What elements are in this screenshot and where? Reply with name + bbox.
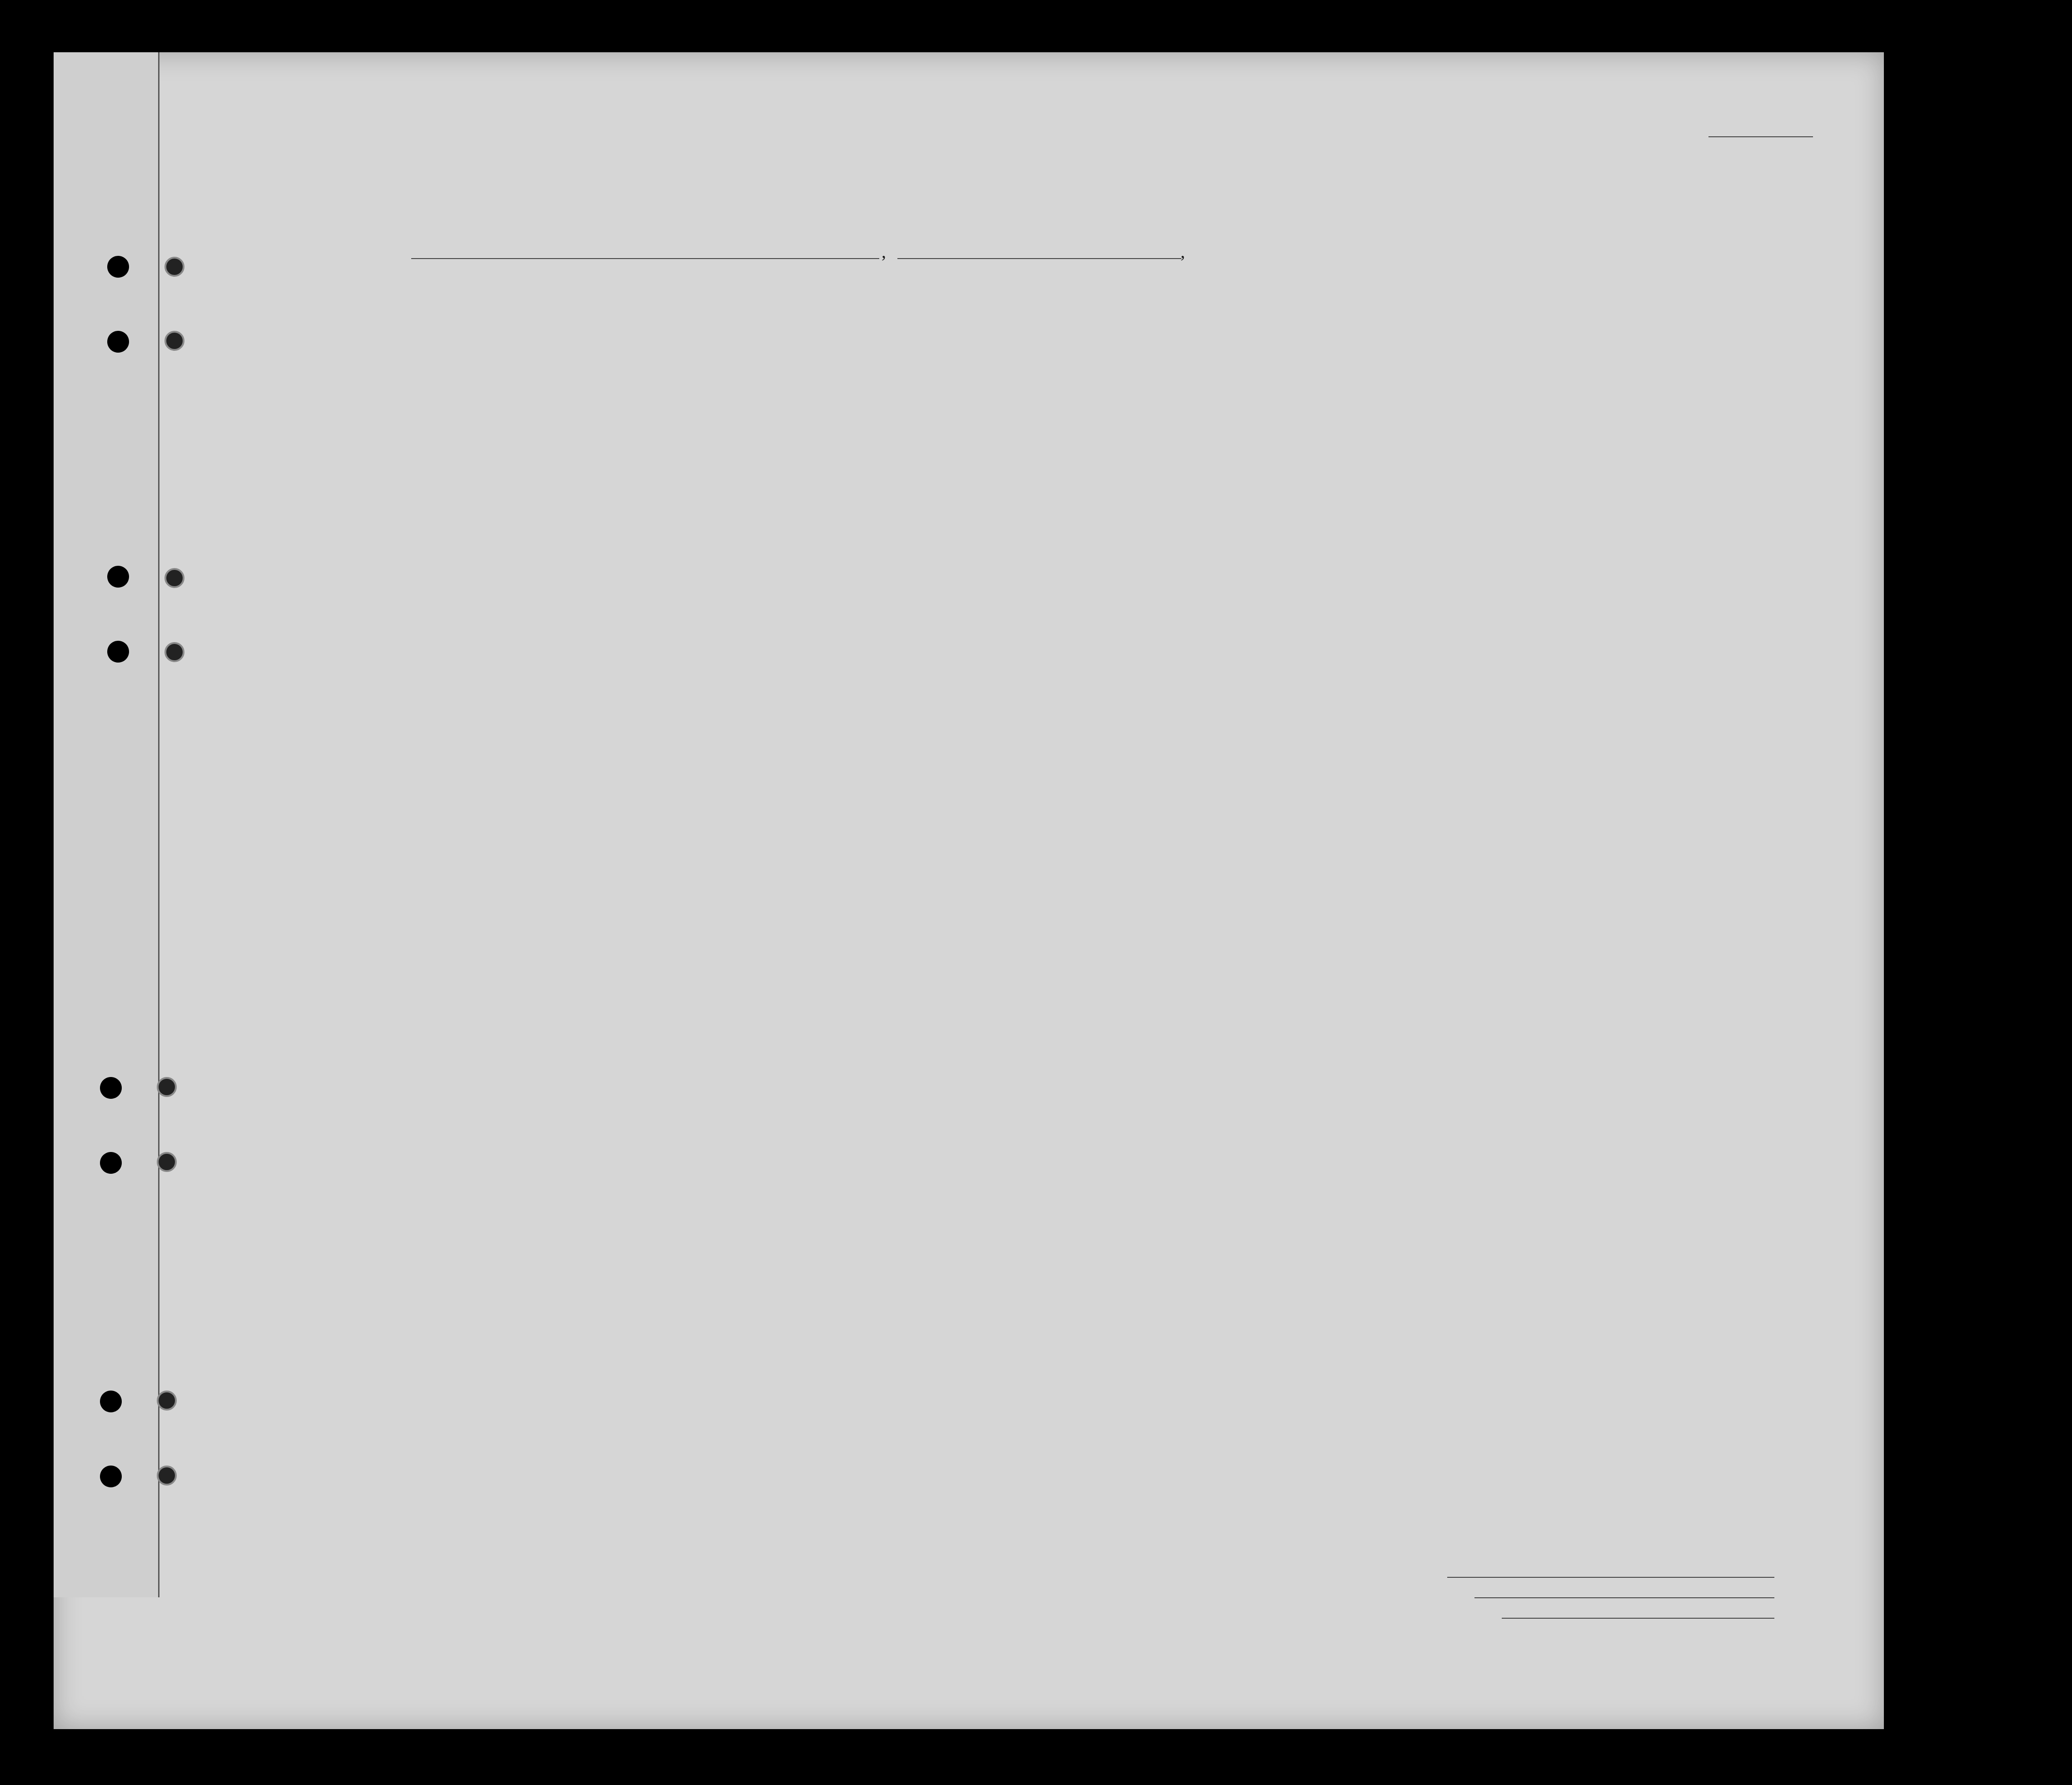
agents-underline bbox=[1502, 1618, 1774, 1619]
header-q29 bbox=[1402, 318, 1427, 432]
header-fifty-dollars bbox=[742, 318, 767, 432]
header-q30 bbox=[1431, 318, 1449, 432]
header-anarchist bbox=[1330, 318, 1343, 432]
line-underline bbox=[1447, 1577, 1774, 1578]
owners-underline bbox=[1474, 1597, 1774, 1598]
header-polygamist bbox=[1304, 318, 1318, 432]
comma-separator: , bbox=[1180, 241, 1185, 262]
header-purpose-length bbox=[1196, 336, 1223, 432]
comma-separator: , bbox=[882, 241, 886, 262]
header-prison bbox=[1263, 318, 1290, 432]
header-feet bbox=[1586, 377, 1599, 432]
header-inches bbox=[1609, 377, 1622, 432]
header-purpose-return bbox=[1164, 336, 1191, 432]
header-q28 bbox=[1352, 318, 1395, 432]
header-purpose-citizen bbox=[1228, 336, 1255, 432]
header-q31 bbox=[1454, 318, 1472, 432]
header-ticket bbox=[626, 318, 649, 432]
